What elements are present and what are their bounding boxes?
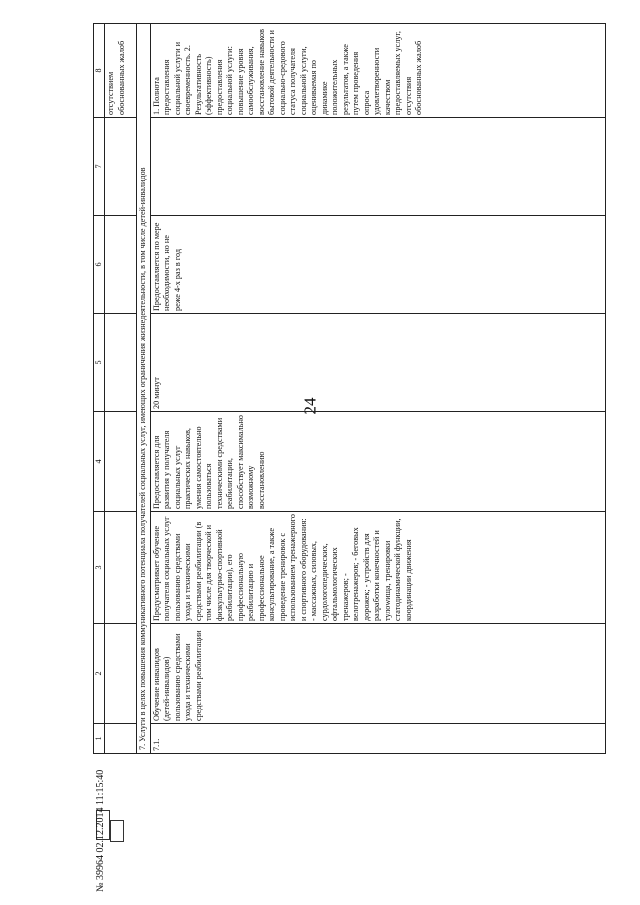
service-name: Обучение инвалидов (детей-инвалидов) пользованию средствами ухода и техническими средствами реабилитации [150,624,605,724]
header-cell: 3 [94,512,105,624]
header-cell: 4 [94,412,105,512]
continuation-row [105,24,137,754]
stamp-box [110,820,124,842]
header-row [94,24,105,754]
rotated-table-container [93,24,605,754]
service-periodicity: Предоставляется по мере необходимости, но не реже 4-х раз в год [150,216,605,314]
document-id: № 39964 02.12.2014 11:15:40 [95,769,106,892]
table-row [150,24,605,754]
service-col7 [150,118,605,216]
service-quality: 1. Полнота предоставления социальной услуги и своевременность. 2. Результативность (эффективность) предоставления социальной услуги: повышение уровня самообслуживания, восстановление навыков бытовой деятельности и социально-средового статуса получателя социальной услуги, оцениваемая по динамике положительных результатов, а также путем проведения опроса удовлетворенности качеством предоставляемых услуг, отсутствия обоснованных жалоб [150,24,605,118]
section-title: 7. Услуги в целях повышения коммуникативного потенциала получателей социальных услуг, имеющих ограничения жизнедеятельности, в том числе детей-инвалидов [137,24,151,754]
page-number: 24 [300,397,320,415]
header-cell: 7 [94,118,105,216]
section-row [137,24,151,754]
header-cell: 5 [94,314,105,412]
service-conditions: Предоставляется для развития у получателя социальных услуг практических навыков, умения самостоятельно пользоваться техническими средствами реабилитации, способствует максимально возможному восстановлению [150,412,605,512]
services-table [93,23,606,754]
header-cell: 6 [94,216,105,314]
header-cell: 2 [94,624,105,724]
row-number: 7.1. [150,724,605,754]
header-cell: 8 [94,24,105,118]
service-content: Предусматривает обучение получателя социальных услуг пользованию средствами ухода и техническими средствами реабилитации (в том числе для творческой и физкультурно-спортивной реабилитации), его профессиональную реабилитацию и профессиональное консультирование, а также проведение тренировок с использованием тренажерного и спортивного оборудования: - массажных, силовых, сурдологопедических, офтальмологических тренажеров; - велотренажеров; - беговых дорожек; - устройств для разработки конечностей и тулowища, тренировки статодинамической функции, координации движения [150,512,605,624]
service-duration: 20 минут [150,314,605,412]
header-cell: 1 [94,724,105,754]
continuation-quality-cell: отсутствием обоснованных жалоб [105,24,137,118]
